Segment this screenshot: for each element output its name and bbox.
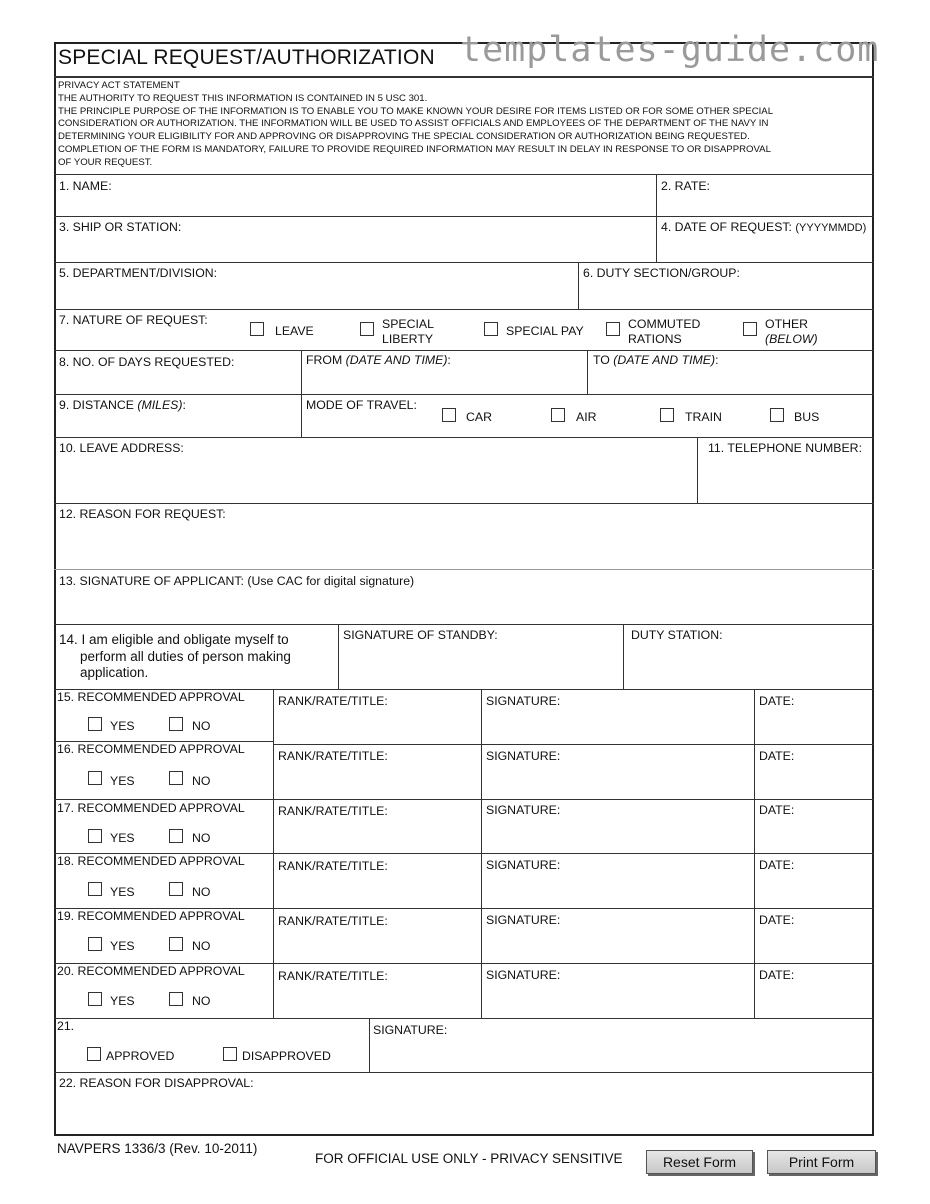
date-label: DATE: xyxy=(759,968,795,982)
yes-label: YES xyxy=(110,719,135,733)
divider xyxy=(273,744,874,745)
divider xyxy=(54,309,874,310)
divider xyxy=(754,689,755,1018)
privacy-line: PRIVACY ACT STATEMENT xyxy=(58,80,180,91)
final-signature-field[interactable] xyxy=(371,1040,872,1070)
signature-label: SIGNATURE: xyxy=(486,803,561,817)
final-number: 21. xyxy=(57,1019,75,1033)
no-label: NO xyxy=(192,774,211,788)
final-signature-label: SIGNATURE: xyxy=(373,1023,448,1037)
train-label: TRAIN xyxy=(685,410,722,424)
privacy-line: OF YOUR REQUEST. xyxy=(58,156,153,168)
name-label: 1. NAME: xyxy=(59,179,112,193)
disapproved-checkbox[interactable] xyxy=(223,1047,237,1061)
leave-checkbox[interactable] xyxy=(250,322,264,336)
date-label: DATE: xyxy=(759,749,795,763)
yes-label: YES xyxy=(110,885,135,899)
leave-address-label: 10. LEAVE ADDRESS: xyxy=(59,441,184,455)
mode-label: MODE OF TRAVEL: xyxy=(306,398,417,412)
form-title: SPECIAL REQUEST/AUTHORIZATION xyxy=(58,46,435,69)
eligible-line-1: 14. I am eligible and obligate myself to xyxy=(59,632,289,647)
train-checkbox[interactable] xyxy=(660,408,674,422)
rate-field[interactable] xyxy=(658,194,872,214)
rank-label: RANK/RATE/TITLE: xyxy=(278,804,388,818)
divider xyxy=(54,1018,874,1019)
privacy-line: COMPLETION OF THE FORM IS MANDATORY, FAILURE TO PROVIDE REQUIRED INFORMATION MAY RESULT IN DELAY IN RESPONSE TO OR DISAPPROVAL xyxy=(58,143,771,155)
official-use-notice: FOR OFFICIAL USE ONLY - PRIVACY SENSITIVE xyxy=(315,1151,623,1166)
disapproved-label: DISAPPROVED xyxy=(242,1049,331,1063)
eligible-line-2: perform all duties of person making xyxy=(80,649,291,664)
divider xyxy=(54,503,874,504)
divider xyxy=(54,350,874,351)
watermark: templates-guide.com xyxy=(460,30,880,70)
to-label: TO (DATE AND TIME): xyxy=(593,353,719,367)
divider xyxy=(623,624,624,689)
no-checkbox[interactable] xyxy=(169,882,183,896)
signature-label: SIGNATURE: xyxy=(486,968,561,982)
yes-label: YES xyxy=(110,939,135,953)
date-label: DATE: xyxy=(759,858,795,872)
yes-label: YES xyxy=(110,994,135,1008)
department-label: 5. DEPARTMENT/DIVISION: xyxy=(59,266,218,280)
no-label: NO xyxy=(192,831,211,845)
date-label: DATE: xyxy=(759,803,795,817)
date-request-label xyxy=(661,220,866,234)
distance-text: 9. DISTANCE xyxy=(59,398,134,412)
divider xyxy=(697,437,698,503)
other-label-1: OTHER xyxy=(765,317,809,331)
print-form-button[interactable]: Print Form xyxy=(767,1150,876,1174)
divider xyxy=(54,76,874,78)
date-request-field[interactable] xyxy=(658,236,872,260)
yes-checkbox[interactable] xyxy=(88,937,102,951)
rank-label: RANK/RATE/TITLE: xyxy=(278,969,388,983)
days-label: 8. NO. OF DAYS REQUESTED: xyxy=(59,355,235,369)
divider xyxy=(578,262,579,309)
divider xyxy=(54,394,874,395)
telephone-label: 11. TELEPHONE NUMBER: xyxy=(708,441,862,455)
privacy-line: THE AUTHORITY TO REQUEST THIS INFORMATION IS CONTAINED IN 5 USC 301. xyxy=(58,92,428,104)
yes-label: YES xyxy=(110,774,135,788)
divider xyxy=(656,174,657,262)
divider xyxy=(54,1072,874,1073)
special-liberty-label-1: SPECIAL xyxy=(382,317,434,331)
divider xyxy=(338,624,339,689)
divider xyxy=(54,174,874,175)
signature-label: SIGNATURE: xyxy=(486,749,561,763)
air-label: AIR xyxy=(576,410,597,424)
signature-applicant-field[interactable] xyxy=(56,592,872,622)
bus-label: BUS xyxy=(794,410,820,424)
commuted-label-2: RATIONS xyxy=(628,332,682,346)
other-checkbox[interactable] xyxy=(743,322,757,336)
divider xyxy=(301,350,302,437)
commuted-rations-checkbox[interactable] xyxy=(606,322,620,336)
from-sub: (DATE AND TIME) xyxy=(345,353,448,367)
recommend-label: 20. RECOMMENDED APPROVAL xyxy=(57,964,245,978)
no-label: NO xyxy=(192,885,211,899)
rate-label: 2. RATE: xyxy=(661,179,710,193)
rank-label: RANK/RATE/TITLE: xyxy=(278,914,388,928)
signature-label: SIGNATURE: xyxy=(486,694,561,708)
divider xyxy=(273,908,874,909)
reason-disapproval-field[interactable] xyxy=(56,1093,872,1133)
signature-label: SIGNATURE: xyxy=(486,913,561,927)
distance-sub: (MILES) xyxy=(137,398,183,412)
reason-disapproval-label: 22. REASON FOR DISAPPROVAL: xyxy=(59,1076,254,1090)
privacy-line: THE PRINCIPLE PURPOSE OF THE INFORMATION IS TO ENABLE YOU TO MAKE KNOWN YOUR DESIRE FOR ITEMS LISTED OR FOR SOME OTHER SPECIAL xyxy=(58,105,774,117)
no-checkbox[interactable] xyxy=(169,771,183,785)
date-label: DATE: xyxy=(759,694,795,708)
divider xyxy=(273,853,874,854)
divider xyxy=(273,963,874,964)
signature-label: SIGNATURE: xyxy=(486,858,561,872)
no-checkbox[interactable] xyxy=(169,937,183,951)
special-liberty-label-2: LIBERTY xyxy=(382,332,434,346)
divider xyxy=(54,799,274,800)
divider xyxy=(481,689,482,1018)
privacy-line: DETERMINING YOUR ELIGIBILITY FOR AND APPROVING OR DISAPPROVING THE SPECIAL CONSIDERATION OR AUTHORIZATION BEING REQUESTED. xyxy=(58,131,750,143)
from-field[interactable] xyxy=(303,370,585,392)
ship-field[interactable] xyxy=(56,236,654,260)
divider xyxy=(54,569,874,570)
from-label: FROM (DATE AND TIME): xyxy=(306,353,451,367)
other-label-2: (BELOW) xyxy=(765,332,818,346)
special-pay-label: SPECIAL PAY xyxy=(506,324,584,338)
divider xyxy=(54,624,874,625)
department-field[interactable] xyxy=(56,282,576,307)
commuted-label-1: COMMUTED xyxy=(628,317,701,331)
reason-field[interactable] xyxy=(56,524,872,567)
car-label: CAR xyxy=(466,410,492,424)
duty-station-label: DUTY STATION: xyxy=(631,628,723,642)
no-checkbox[interactable] xyxy=(169,829,183,843)
to-sub: (DATE AND TIME) xyxy=(613,353,716,367)
yes-checkbox[interactable] xyxy=(88,771,102,785)
date-format-hint: (YYYYMMDD) xyxy=(795,222,867,234)
rank-label: RANK/RATE/TITLE: xyxy=(278,859,388,873)
special-liberty-checkbox[interactable] xyxy=(360,322,374,336)
yes-checkbox[interactable] xyxy=(88,992,102,1006)
nature-label: 7. NATURE OF REQUEST: xyxy=(59,313,208,327)
special-pay-checkbox[interactable] xyxy=(484,322,498,336)
yes-checkbox[interactable] xyxy=(88,717,102,731)
approved-checkbox[interactable] xyxy=(87,1047,101,1061)
to-text: TO xyxy=(593,353,610,367)
rank-label: RANK/RATE/TITLE: xyxy=(278,694,388,708)
approved-label: APPROVED xyxy=(106,1049,175,1063)
yes-checkbox[interactable] xyxy=(88,829,102,843)
rank-label: RANK/RATE/TITLE: xyxy=(278,749,388,763)
bus-checkbox[interactable] xyxy=(770,408,784,422)
divider xyxy=(273,689,274,1018)
eligible-line-3: application. xyxy=(80,665,149,680)
leave-option-label: LEAVE xyxy=(275,324,314,338)
divider xyxy=(54,437,874,438)
form-number: NAVPERS 1336/3 (Rev. 10-2011) xyxy=(57,1141,258,1156)
distance-field[interactable] xyxy=(56,414,299,435)
divider xyxy=(273,799,874,800)
air-checkbox[interactable] xyxy=(551,408,565,422)
recommend-label: 17. RECOMMENDED APPROVAL xyxy=(57,801,245,815)
standby-signature-field[interactable] xyxy=(340,645,621,687)
no-label: NO xyxy=(192,719,211,733)
duty-section-field[interactable] xyxy=(580,282,872,307)
to-field[interactable] xyxy=(589,370,872,392)
divider xyxy=(54,216,874,217)
days-field[interactable] xyxy=(56,372,299,392)
recommend-label: 19. RECOMMENDED APPROVAL xyxy=(57,909,245,923)
name-field[interactable] xyxy=(56,194,654,214)
yes-label: YES xyxy=(110,831,135,845)
reset-form-button[interactable]: Reset Form xyxy=(646,1150,753,1174)
privacy-line: CONSIDERATION OR AUTHORIZATION. THE INFORMATION WILL BE USED TO ASSIST OFFICIALS AND EMPLOYEES OF THE DEPARTMENT OF THE NAVY IN xyxy=(58,118,769,130)
from-text: FROM xyxy=(306,353,343,367)
no-label: NO xyxy=(192,994,211,1008)
leave-address-field[interactable] xyxy=(56,458,695,501)
recommend-label: 16. RECOMMENDED APPROVAL xyxy=(57,742,245,756)
yes-checkbox[interactable] xyxy=(88,882,102,896)
duty-station-field[interactable] xyxy=(625,645,872,687)
distance-label: 9. DISTANCE (MILES): xyxy=(59,398,186,412)
recommend-label: 15. RECOMMENDED APPROVAL xyxy=(57,690,245,704)
no-checkbox[interactable] xyxy=(169,992,183,1006)
recommend-label: 18. RECOMMENDED APPROVAL xyxy=(57,854,245,868)
car-checkbox[interactable] xyxy=(442,408,456,422)
divider xyxy=(369,1018,370,1072)
reason-label: 12. REASON FOR REQUEST: xyxy=(59,507,226,521)
divider xyxy=(54,262,874,263)
duty-section-label: 6. DUTY SECTION/GROUP: xyxy=(583,266,740,280)
standby-label: SIGNATURE OF STANDBY: xyxy=(343,628,498,642)
no-checkbox[interactable] xyxy=(169,717,183,731)
ship-label: 3. SHIP OR STATION: xyxy=(59,220,182,234)
divider xyxy=(587,350,588,394)
date-request-text: 4. DATE OF REQUEST: xyxy=(661,220,792,234)
signature-applicant-label: 13. SIGNATURE OF APPLICANT: (Use CAC for digital signature) xyxy=(59,574,415,588)
privacy-act-statement xyxy=(58,80,870,170)
date-label: DATE: xyxy=(759,913,795,927)
telephone-field[interactable] xyxy=(699,458,872,501)
no-label: NO xyxy=(192,939,211,953)
